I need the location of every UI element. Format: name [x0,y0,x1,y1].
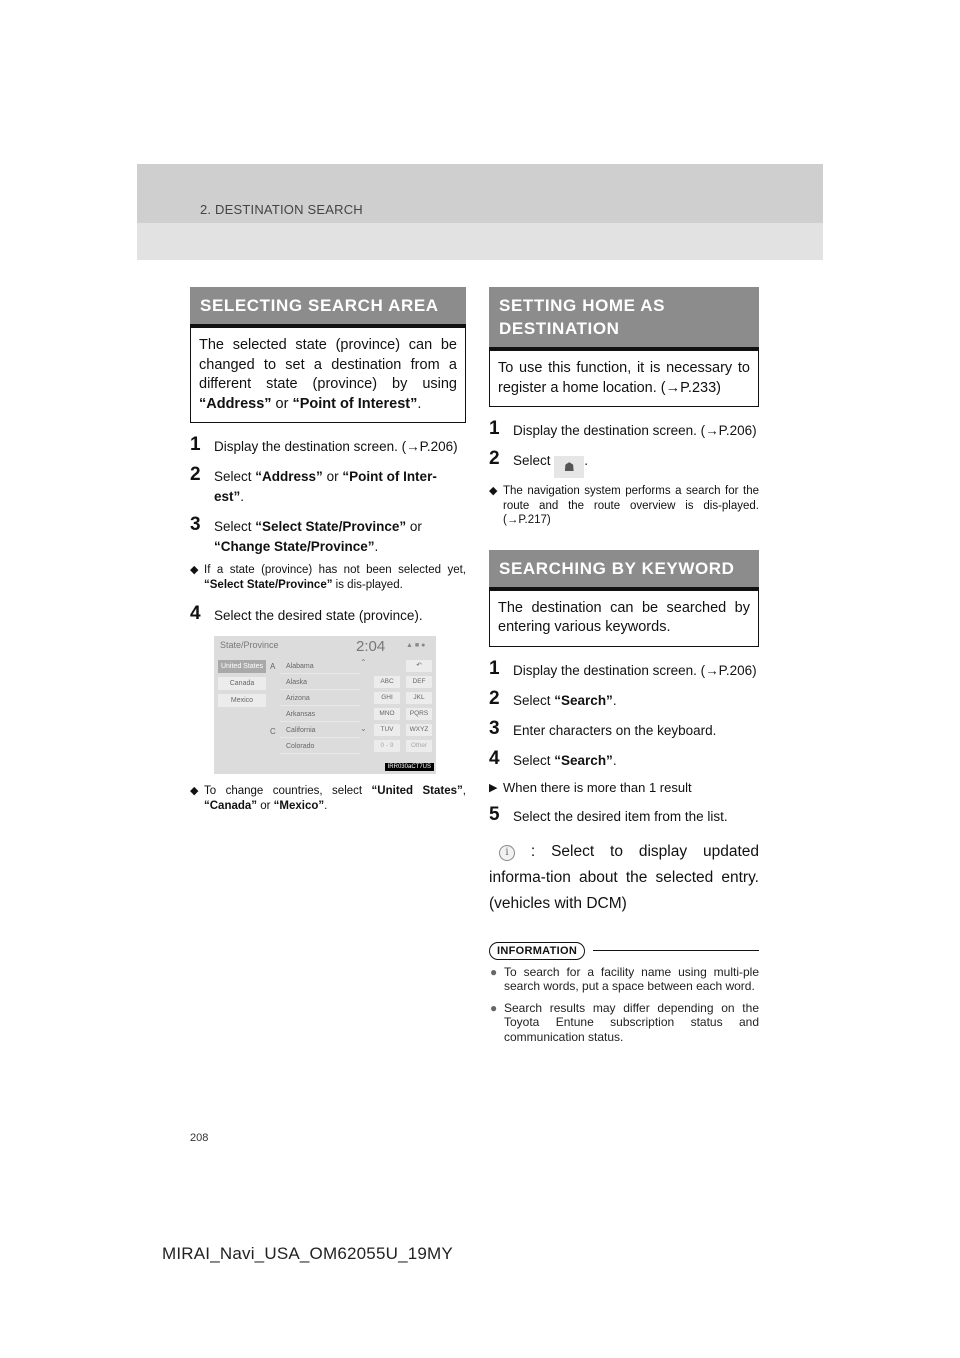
information-block [489,941,759,1045]
step-2 [190,464,466,507]
step-number: 3 [190,514,201,535]
note-united-states: “United States” [371,785,463,797]
step-number: 5 [489,803,500,825]
info-item-text: Search results may differ depending on the Toyota Entune subscription status and communication status. [504,1000,759,1044]
back-icon: ↶ [406,660,432,672]
intro-box [190,328,466,423]
step-or: or [406,519,422,534]
state-row: Colorado [280,740,360,754]
bullet-icon: ◆ [190,564,199,576]
section-title-searching-keyword: SEARCHING BY KEYWORD [489,550,759,591]
left-column [190,287,466,813]
step-number: 2 [489,687,500,709]
state-row: California [280,724,360,738]
bullet-circle-icon: ● [490,1000,498,1015]
key-pqrs: PQRS [406,708,432,720]
note-comma: , [462,785,466,797]
info-item [489,1001,759,1045]
step-text: Enter characters on the keyboard. [513,722,717,738]
screen-time: 2:04 [356,638,386,655]
screen-title: State/Province [220,640,279,650]
note-change-countries [190,784,466,813]
index-letter-a: A [270,662,276,671]
step-number: 2 [190,464,201,485]
step-number: 3 [489,717,500,739]
key-other: Other [406,740,432,752]
section-title-setting-home: SETTING HOME AS DESTINATION [489,287,759,351]
bullet-icon: ◆ [489,485,498,497]
state-row: Alabama [280,660,360,674]
intro-poi: “Point of Interest” [292,395,418,412]
state-province-screen-image [214,636,436,774]
info-icon: i [499,845,515,861]
step-bold-address: “Address” [255,469,323,484]
state-row: Arkansas [280,708,360,722]
scroll-down-icon: ⌄ [360,724,367,733]
info-description-text: : Select to display updated informa-tion about the selected entry. (vehicles with DCM) [489,842,759,912]
scroll-up-icon: ⌃ [360,658,367,667]
intro-box-home: To use this function, it is necessary to register a home location. (→P.233) [489,351,759,407]
step-number: 2 [489,448,500,469]
country-canada: Canada [218,677,266,690]
step-4 [190,603,466,626]
intro-period: . [417,395,422,412]
info-button-description [489,839,759,917]
step-bold-select-state: “Select State/Province” [255,519,407,534]
note-bold: “Select State/Province” [204,578,333,591]
footer-doc-id: MIRAI_Navi_USA_OM62055U_19MY [162,1244,453,1263]
step-1 [489,418,759,441]
step-text: Select [513,453,551,468]
step-3 [190,514,466,557]
intro-box-keyword: The destination can be searched by entering various keywords. [489,591,759,647]
key-ghi: GHI [374,692,400,704]
step-text: Select [513,692,555,708]
step-period: . [584,453,589,468]
step-2 [489,687,759,711]
right-column [489,287,759,1044]
step-bold-search: “Search” [554,692,613,708]
step-2 [489,448,759,478]
key-abc: ABC [374,676,400,688]
status-icons: ▲■● [406,642,428,649]
step-3 [489,717,759,741]
country-united-states: United States [218,660,266,673]
step-number: 4 [190,603,201,624]
bullet-circle-icon: ● [490,964,498,979]
step-bold-poi: “Point of Inter-est” [214,469,437,504]
step-text: Select [214,519,256,534]
key-tuv: TUV [374,724,400,736]
key-0-9: 0 - 9 [374,740,400,752]
step-text: Display the destination screen. (→P.206) [513,662,757,678]
page-number: 208 [190,1132,209,1144]
key-wxyz: WXYZ [406,724,432,736]
step-period: . [374,539,379,554]
note-end: is dis-played. [332,578,403,591]
note-text: If a state (province) has not been selected yet, [204,564,466,576]
step-5 [489,803,759,827]
note-text: The navigation system performs a search for the route and the route overview is dis-played. (→P.217) [503,485,759,526]
step-text: Select the desired state (province). [214,608,423,623]
step-or: or [322,469,343,484]
step-number: 1 [190,434,201,455]
step-text: Display the destination screen. (→P.206) [214,439,458,454]
step-1 [190,434,466,457]
key-jkl: JKL [406,692,432,704]
state-row: Arizona [280,692,360,706]
information-rule [593,950,759,951]
key-mno: MNO [374,708,400,720]
note-period: . [324,799,328,812]
note-canada: “Canada” [204,799,258,812]
index-letter-c: C [270,727,276,736]
information-label: INFORMATION [489,942,585,960]
arrow-right-icon: ▶ [489,781,498,794]
step-text: Select [214,469,256,484]
state-row: Alaska [280,676,360,690]
section-title-selecting-search-area: SELECTING SEARCH AREA [190,287,466,328]
intro-or: or [271,395,293,412]
header-band [137,164,823,260]
step-number: 1 [489,418,500,439]
info-item [489,965,759,994]
section-header: 2. DESTINATION SEARCH [200,202,363,217]
intro-text: The selected state (province) can be changed to set a destination from a different state (province) by using [199,337,457,392]
step-period: . [612,692,617,708]
intro-address: “Address” [199,395,272,412]
sub-condition [489,779,759,797]
note-navigation-search [489,484,759,528]
key-def: DEF [406,676,432,688]
note-text: To change countries, select [204,785,372,797]
step-bold-change-state: “Change State/Province” [214,539,375,554]
sub-condition-text: When there is more than 1 result [503,779,692,795]
step-text: Select the desired item from the list. [513,808,728,824]
step-1 [489,657,759,681]
info-item-text: To search for a facility name using multi-ple search words, put a space between each word. [504,964,759,993]
step-bold-search: “Search” [554,752,613,768]
step-text: Display the destination screen. (→P.206) [513,423,757,438]
image-code: IRR030aCT7US [385,763,434,771]
step-number: 4 [489,747,500,769]
country-mexico: Mexico [218,694,266,707]
step-4 [489,747,759,771]
step-period: . [612,752,617,768]
note-or: or [257,799,274,812]
note-state-not-selected [190,563,466,592]
home-destination-icon: ☗ [554,456,584,478]
note-mexico: “Mexico” [273,799,325,812]
step-period: . [240,489,245,504]
step-text: Select [513,752,555,768]
bullet-icon: ◆ [190,785,199,797]
step-number: 1 [489,657,500,679]
